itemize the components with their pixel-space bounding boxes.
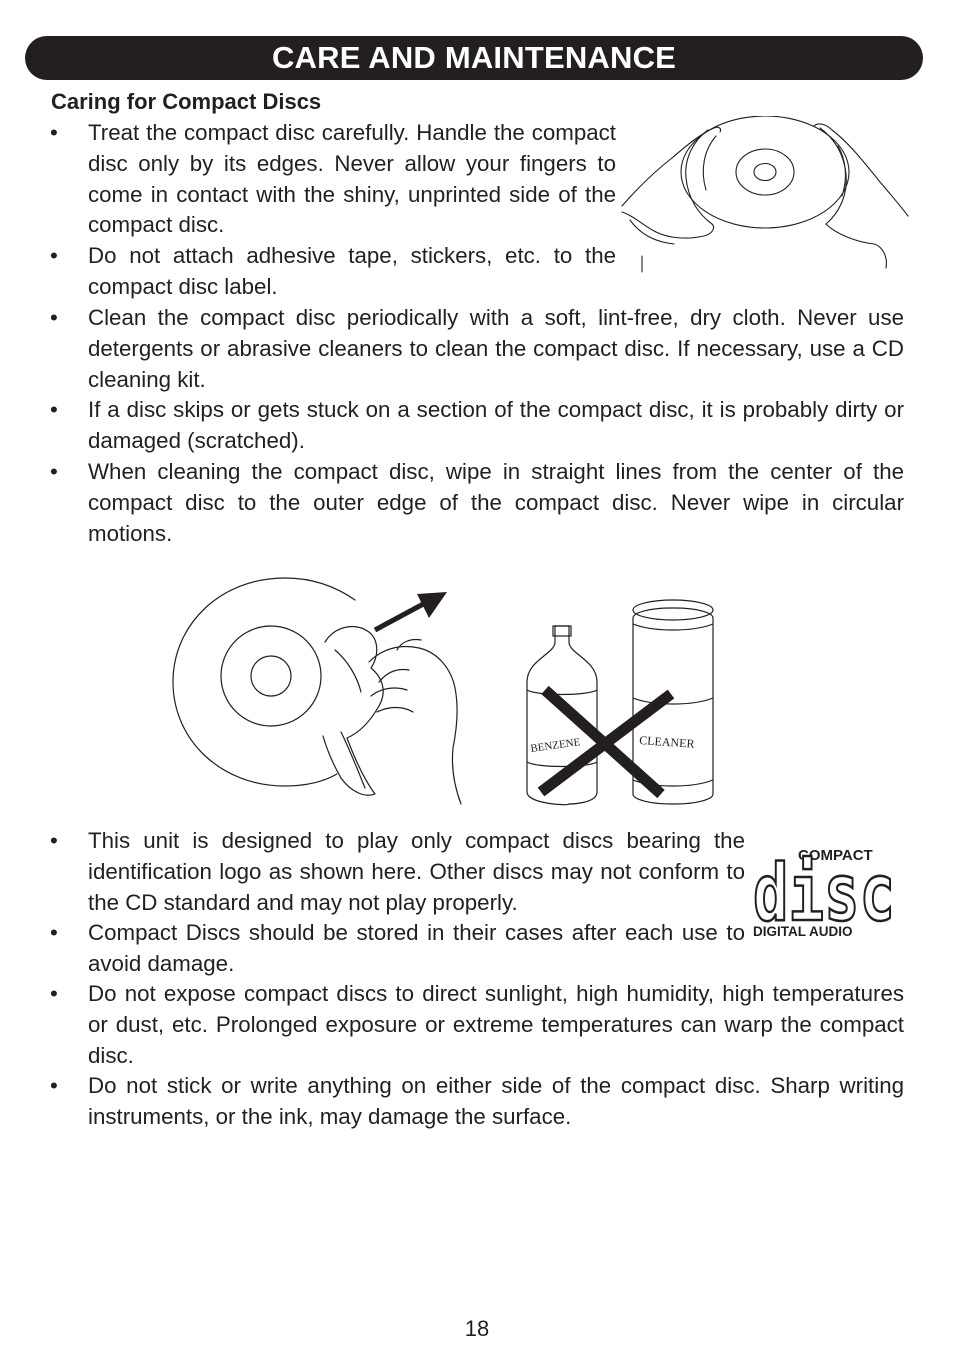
compact-disc-logo <box>750 840 900 940</box>
bullet-list-top <box>50 118 616 303</box>
wipe-direction-arrow <box>375 602 427 630</box>
list-item-text: Treat the compact disc carefully. Handle the compact disc only by its edges. Never allow your fingers to come in contact with the shiny, unprinted side of the compact disc. <box>88 120 616 238</box>
section-heading: Caring for Compact Discs <box>51 89 322 114</box>
bottle-label: BENZENE <box>529 736 582 755</box>
disc-cleaning-illustration <box>165 572 725 817</box>
list-item <box>50 118 616 241</box>
bullet-list-middle <box>50 303 904 549</box>
list-item <box>50 395 904 457</box>
logo-digital-audio-text: DIGITAL AUDIO <box>753 924 853 939</box>
list-item-text: Do not attach adhesive tape, stickers, etc. to the compact disc label. <box>88 243 616 299</box>
list-item <box>50 918 745 980</box>
bullet-list-logo <box>50 826 745 980</box>
hands-holding-disc-illustration <box>620 116 910 276</box>
list-item-text: If a disc skips or gets stuck on a section of the compact disc, it is probably dirty or damaged (scratched). <box>88 397 904 454</box>
logo-compact-text: COMPACT <box>798 847 873 864</box>
page-number: 18 <box>464 1316 490 1341</box>
list-item-text: This unit is designed to play only compact discs bearing the identification logo as shown here. Other discs may not conform to the CD standard and may not play properly. <box>88 828 745 915</box>
bullet-icon: • <box>50 920 58 946</box>
page-title: CARE AND MAINTENANCE <box>271 40 677 75</box>
bullet-icon: • <box>50 243 58 269</box>
disc-hole <box>251 656 291 696</box>
list-item-text: Clean the compact disc periodically with a soft, lint-free, dry cloth. Never use detergents or abrasive cleaners to clean the compact disc. If necessary, use a CD cleaning kit. <box>88 305 904 392</box>
list-item <box>50 979 904 1071</box>
bullet-icon: • <box>50 458 58 484</box>
disc-outline <box>173 578 355 786</box>
bullet-icon: • <box>50 120 58 145</box>
list-item-text: Do not expose compact discs to direct sunlight, high humidity, high temperatures or dust, etc. Prolonged exposure or extreme temperatures can warp the compact disc. <box>88 981 904 1068</box>
disc-ring <box>221 626 321 726</box>
bullet-icon: • <box>50 981 58 1006</box>
list-item-text: Compact Discs should be stored in their cases after each use to avoid damage. <box>88 920 745 977</box>
list-item <box>50 826 745 918</box>
hand-outline <box>369 647 461 804</box>
list-item-text: Do not stick or write anything on either side of the compact disc. Sharp writing instruments, or the ink, may damage the surface. <box>88 1073 904 1130</box>
list-item <box>50 457 904 549</box>
bullet-icon: • <box>50 1073 58 1099</box>
bullet-list-bottom <box>50 979 904 1133</box>
logo-disc-text: disc <box>753 849 895 939</box>
header-bar <box>25 36 923 80</box>
list-item <box>50 241 616 303</box>
can-label: CLEANER <box>638 733 695 751</box>
list-item-text: When cleaning the compact disc, wipe in straight lines from the center of the compact disc to the outer edge of the compact disc. Never wipe in circular motions. <box>88 458 904 546</box>
bullet-icon: • <box>50 397 58 423</box>
bullet-icon: • <box>50 828 58 853</box>
cloth-outline <box>323 627 383 796</box>
bullet-icon: • <box>50 305 58 330</box>
list-item <box>50 303 904 395</box>
list-item <box>50 1071 904 1133</box>
